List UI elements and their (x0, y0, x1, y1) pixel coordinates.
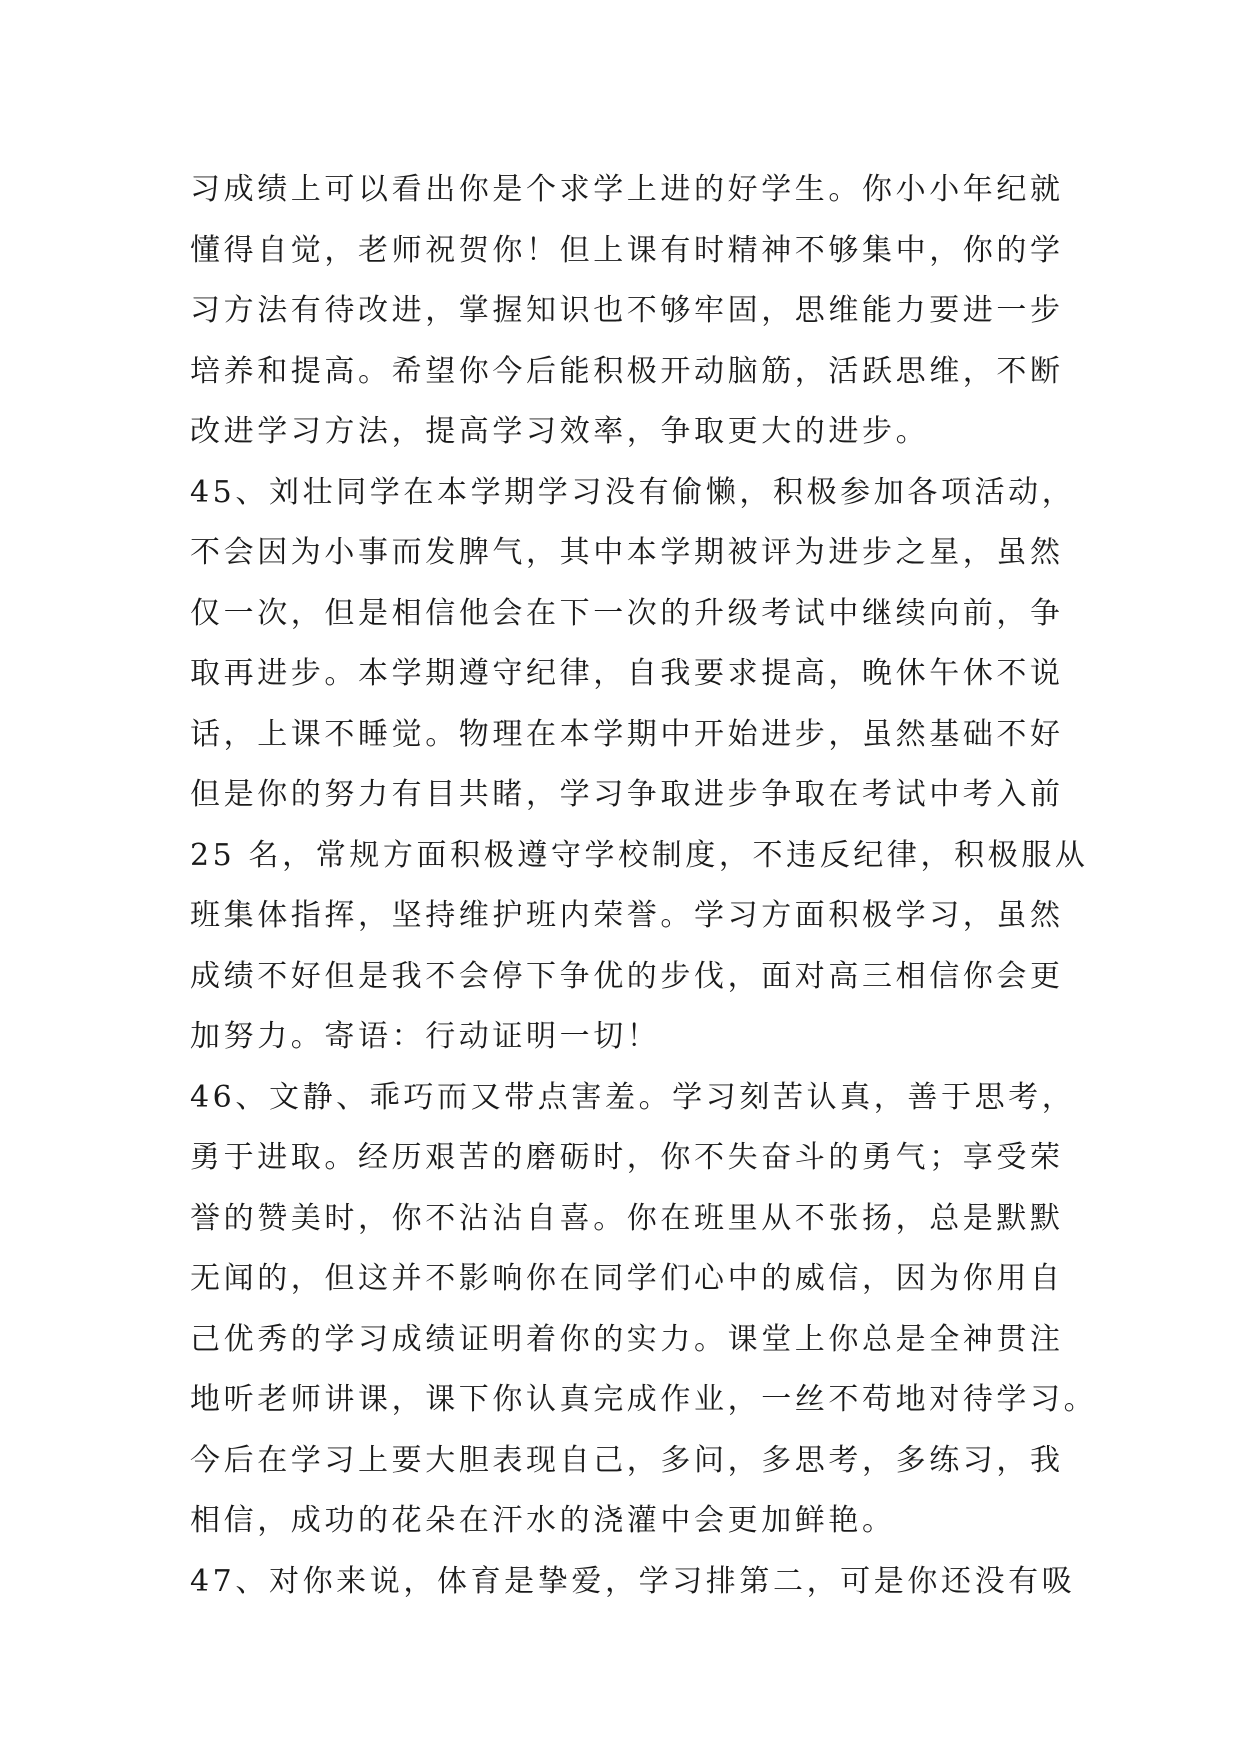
text-line: 今后在学习上要大胆表现自己，多问，多思考，多练习，我 (190, 1442, 1064, 1478)
text-line: 46、文静、乖巧而又带点害羞。学习刻苦认真，善于思考， (190, 1079, 1076, 1115)
text-line: 习方法有待改进，掌握知识也不够牢固，思维能力要进一步 (190, 293, 1064, 328)
text-line: 誉的赞美时，你不沾沾自喜。你在班里从不张扬，总是默默 (190, 1200, 1064, 1236)
text-line: 25 名，常规方面积极遵守学校制度，不违反纪律，积极服从 (190, 837, 1089, 873)
text-line: 改进学习方法，提高学习效率，争取更大的进步。 (190, 414, 930, 449)
text-line: 仅一次，但是相信他会在下一次的升级考试中继续向前，争 (190, 595, 1064, 631)
text-line: 成绩不好但是我不会停下争优的步伐，面对高三相信你会更 (190, 958, 1064, 994)
text-line: 地听老师讲课，课下你认真完成作业，一丝不苟地对待学习。 (190, 1382, 1098, 1417)
text-line: 47、对你来说，体育是挚爱，学习排第二，可是你还没有吸 (190, 1563, 1076, 1599)
text-line: 习成绩上可以看出你是个求学上进的好学生。你小小年纪就 (190, 172, 1064, 207)
text-line: 相信，成功的花朵在汗水的浇灌中会更加鲜艳。 (190, 1503, 896, 1538)
text-line: 班集体指挥，坚持维护班内荣誉。学习方面积极学习，虽然 (190, 898, 1064, 933)
text-line: 但是你的努力有目共睹，学习争取进步争取在考试中考入前 (190, 777, 1064, 812)
text-line: 话，上课不睡觉。物理在本学期中开始进步，虽然基础不好 (190, 716, 1064, 752)
text-line: 不会因为小事而发脾气，其中本学期被评为进步之星，虽然 (190, 535, 1064, 570)
text-line: 懂得自觉，老师祝贺你！但上课有时精神不够集中，你的学 (190, 232, 1064, 268)
text-line: 取再进步。本学期遵守纪律，自我要求提高，晚休午休不说 (190, 656, 1064, 691)
text-line: 无闻的，但这并不影响你在同学们心中的威信，因为你用自 (190, 1261, 1064, 1296)
text-line: 培养和提高。希望你今后能积极开动脑筋，活跃思维，不断 (190, 353, 1064, 389)
text-line: 勇于进取。经历艰苦的磨砺时，你不失奋斗的勇气；享受荣 (190, 1140, 1064, 1175)
text-line: 45、刘壮同学在本学期学习没有偷懒，积极参加各项活动， (190, 474, 1076, 510)
document-body (190, 160, 1098, 1612)
text-line: 加努力。寄语：行动证明一切！ (190, 1019, 661, 1054)
text-line: 己优秀的学习成绩证明着你的实力。课堂上你总是全神贯注 (190, 1321, 1064, 1357)
